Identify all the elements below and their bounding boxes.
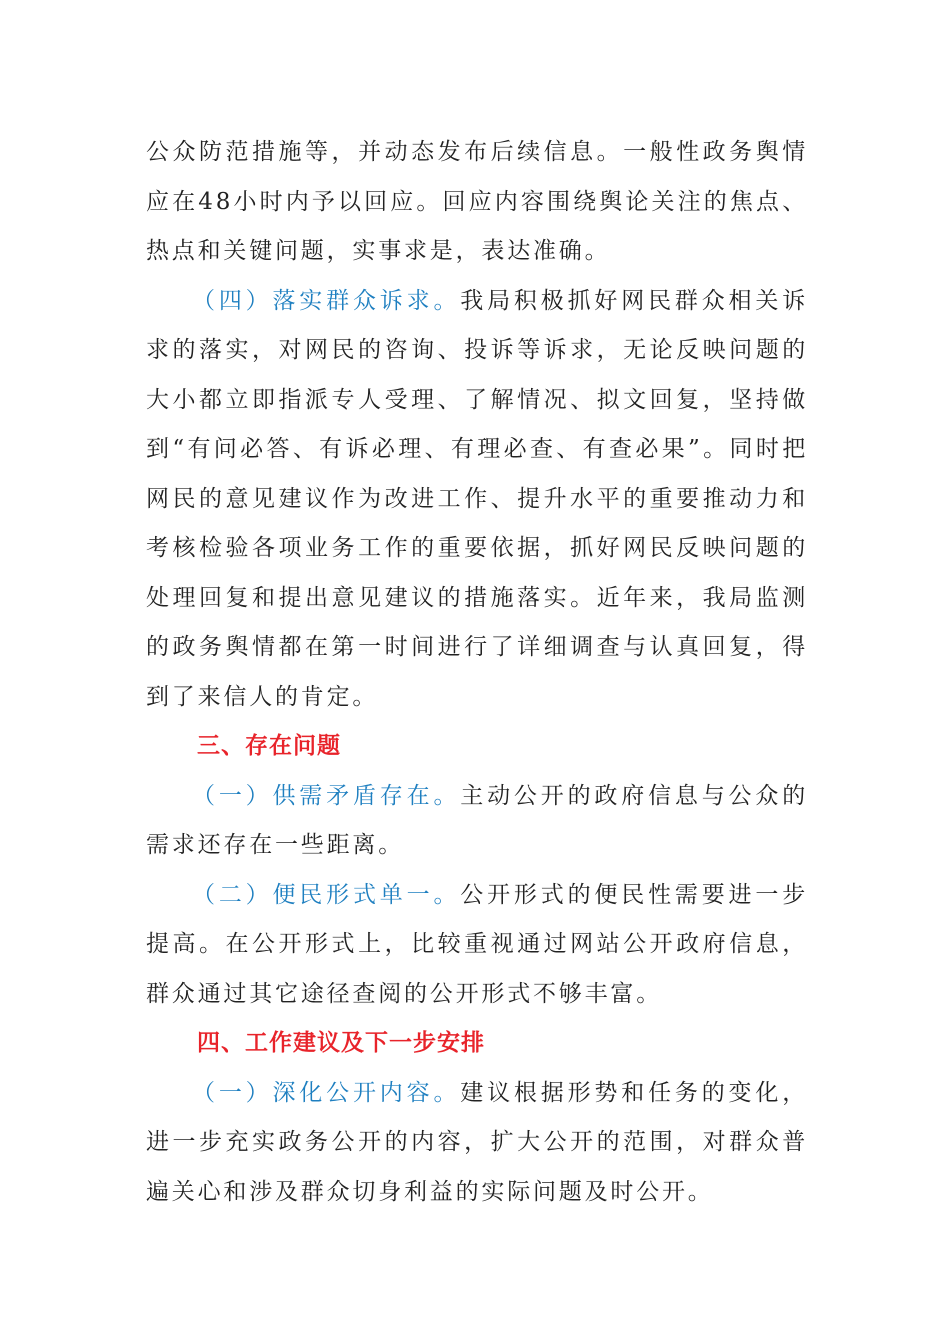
paragraph-text: 我局积极抓好网民群众相关诉求的落实，对网民的咨询、投诉等诉求，无论反映问题的大小都立即指派专人受理、了解情况、拟文回复，坚持做到“有问必答、有诉必理、有理必查、有查必果”。同时把网民的意见建议作为改进工作、提升水平的重要推动力和考核检验各项业务工作的重要依据，抓好网民反映问题的处理回复和提出意见建议的措施落实。近年来，我局监测的政务舆情都在第一时间进行了详细调查与认真回复，得到了来信人的肯定。 <box>146 287 809 710</box>
paragraph-text: 公众防范措施等，并动态发布后续信息。一般性政务舆情应在48小时内予以回应。回应内容围绕舆论关注的焦点、热点和关键问题，实事求是，表达准确。 <box>146 139 808 264</box>
paragraph-text: 建议根据形势和任务的变化，进一步充实政务公开的内容，扩大公开的范围，对群众普遍关心和涉及群众切身利益的实际问题及时公开。 <box>146 1079 809 1205</box>
paragraph-response-continued <box>146 128 808 277</box>
paragraph-text: 公开形式的便民性需要进一步提高。在公开形式上，比较重视通过网站公开政府信息，群众通过其它途径查阅的公开形式不够丰富。 <box>146 881 809 1007</box>
paragraph-convenience <box>146 871 808 1020</box>
paragraph-supply-demand <box>146 772 808 871</box>
subheading-supply-demand: （一）供需矛盾存在。 <box>192 782 461 809</box>
paragraph-text: 主动公开的政府信息与公众的需求还存在一些距离。 <box>146 782 809 858</box>
subheading-deepen-content: （一）深化公开内容。 <box>192 1079 461 1106</box>
paragraph-deepen-content <box>146 1069 808 1218</box>
paragraph-public-demands <box>146 277 808 723</box>
section-heading-suggestions: 四、工作建议及下一步安排 <box>197 1030 485 1056</box>
subheading-public-demands: （四）落实群众诉求。 <box>192 287 461 314</box>
document-body <box>146 128 808 1217</box>
subheading-convenience: （二）便民形式单一。 <box>192 881 461 908</box>
section-heading-problems: 三、存在问题 <box>197 733 341 759</box>
